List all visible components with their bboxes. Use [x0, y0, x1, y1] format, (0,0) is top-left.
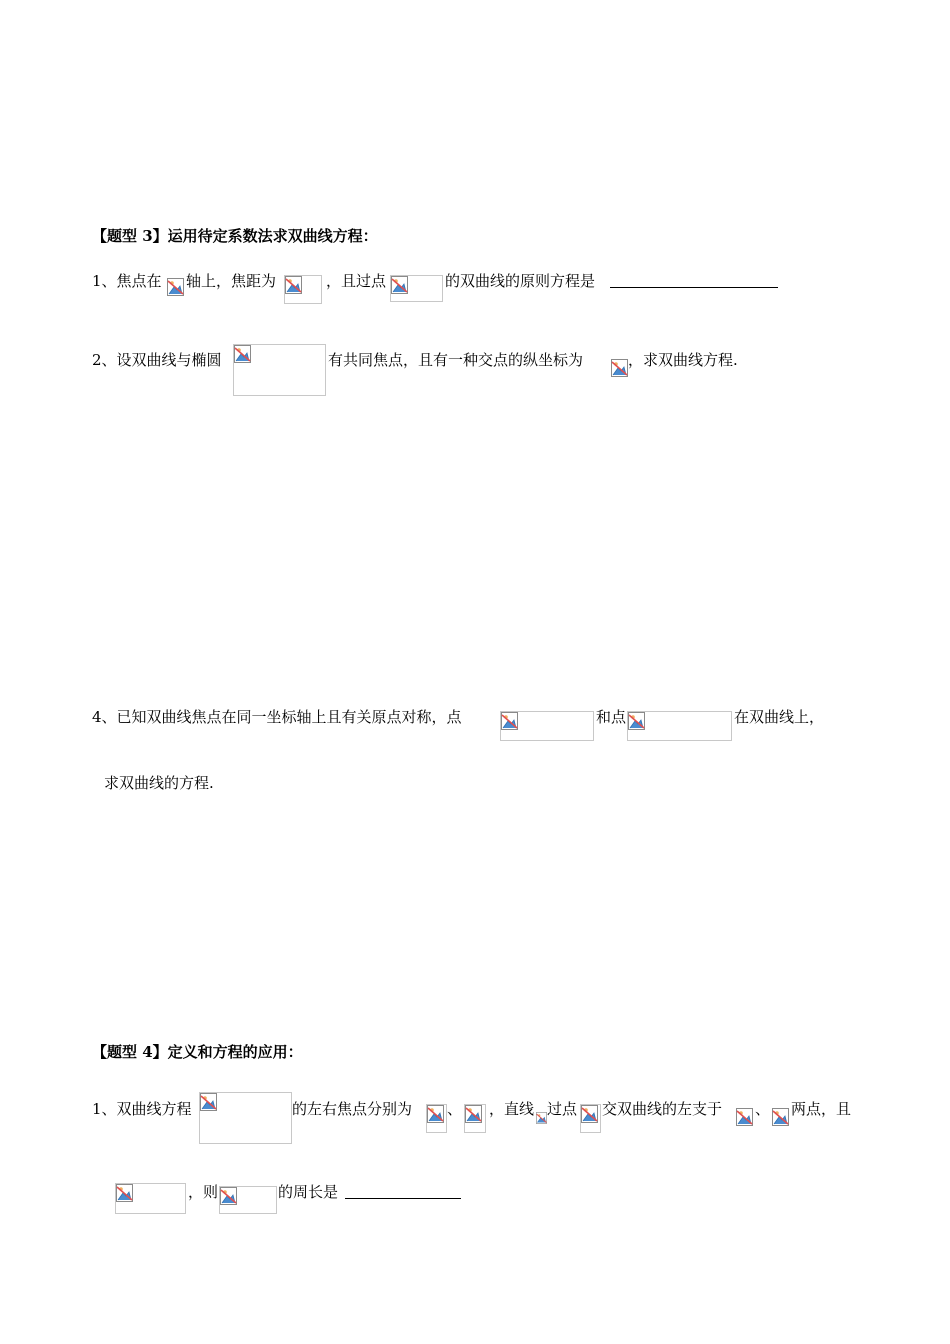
q3-4-text-line2: 求双曲线的方程.: [104, 774, 214, 792]
broken-image-icon: [628, 712, 645, 730]
formula-image: [500, 711, 594, 741]
formula-image: [390, 275, 443, 302]
formula-image: [233, 344, 326, 396]
formula-image: [199, 1092, 292, 1144]
broken-image-icon: [772, 1108, 789, 1126]
formula-image: [580, 1104, 601, 1133]
q4-1-text-a: 的左右焦点分别为: [292, 1100, 413, 1118]
q3-4-text-b: 在双曲线上，: [734, 708, 825, 726]
formula-image: [115, 1183, 186, 1214]
answer-blank: [610, 271, 778, 293]
broken-image-icon: [581, 1105, 598, 1123]
q4-1-text-num: 1、双曲线方程: [92, 1100, 192, 1118]
formula-image: [426, 1104, 447, 1133]
broken-image-icon: [427, 1105, 444, 1123]
broken-image-icon: [234, 345, 251, 363]
formula-image: [219, 1186, 277, 1214]
section-3-heading: 【题型 3】运用待定系数法求双曲线方程：: [92, 227, 378, 245]
q4-1-text-f: ，则: [188, 1183, 219, 1201]
formula-image: [284, 275, 322, 304]
broken-image-icon: [391, 276, 408, 294]
q3-2-text-a: 有共同焦点，且有一种交点的纵坐标为: [328, 351, 584, 369]
broken-image-icon: [736, 1108, 753, 1126]
q4-1-text-sep2: 、: [755, 1100, 771, 1118]
q3-4-text-num: 4、已知双曲线焦点在同一坐标轴上且有关原点对称，点: [92, 708, 462, 726]
section-4-heading: 【题型 4】定义和方程的应用：: [92, 1043, 303, 1061]
formula-image: [167, 278, 184, 300]
q3-1-text-num: 1、焦点在: [92, 272, 162, 290]
q4-1-text-c: 过点: [547, 1100, 578, 1118]
broken-image-icon: [611, 359, 628, 377]
broken-image-icon: [285, 276, 302, 294]
q4-1-text-b: ，直线: [489, 1100, 535, 1118]
formula-image: [736, 1108, 755, 1130]
q4-1-text-d: 交双曲线的左支于: [602, 1100, 723, 1118]
q3-4-text-a: 和点: [596, 708, 627, 726]
broken-image-icon: [220, 1187, 237, 1205]
broken-image-icon: [116, 1184, 133, 1202]
broken-image-icon: [465, 1105, 482, 1123]
q3-1-text-b: ，且过点: [326, 272, 387, 290]
formula-image: [464, 1104, 486, 1133]
formula-image: [536, 1108, 547, 1128]
formula-image: [772, 1108, 791, 1130]
q3-1-text-c: 的双曲线的原则方程是: [445, 272, 596, 290]
q3-2-text-b: ，求双曲线方程.: [628, 351, 738, 369]
broken-image-icon: [167, 278, 184, 296]
broken-image-icon: [501, 712, 518, 730]
q4-1-text-sep1: 、: [447, 1100, 463, 1118]
formula-image: [627, 711, 732, 741]
answer-blank: [345, 1182, 461, 1204]
broken-image-icon: [536, 1108, 547, 1128]
formula-image: [611, 359, 628, 381]
q3-2-text-num: 2、设双曲线与椭圆: [92, 351, 222, 369]
q4-1-text-g: 的周长是: [278, 1183, 339, 1201]
q3-1-text-a: 轴上，焦距为: [186, 272, 277, 290]
broken-image-icon: [200, 1093, 217, 1111]
q4-1-text-e: 两点，且: [791, 1100, 852, 1118]
